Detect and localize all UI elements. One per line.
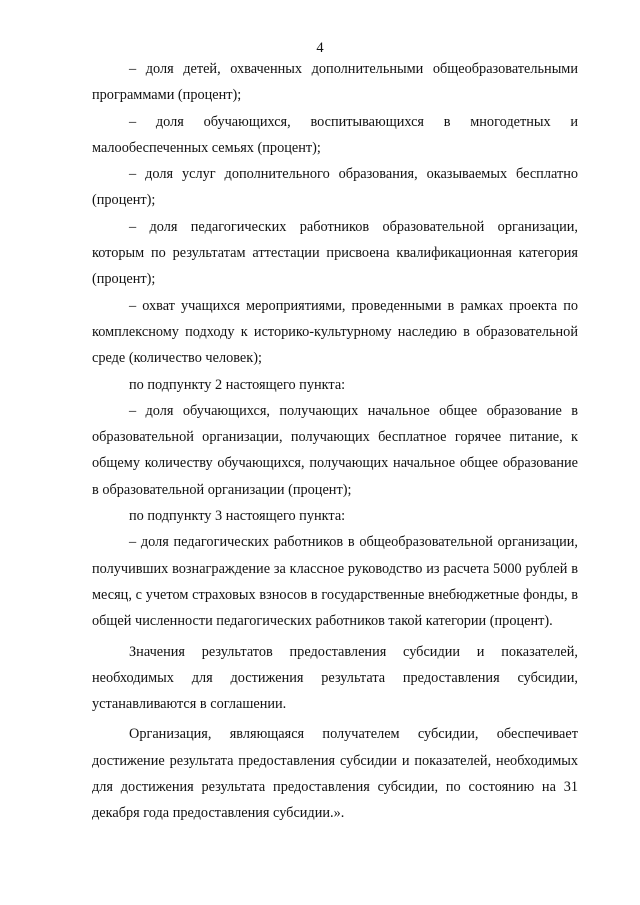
paragraph-recipient-obligation: Организация, являющаяся получателем субсидии, обеспечивает достижение результата предоставления субсидии и показателей, необходимых для достижения результата предоставления субсидии, по состоянию на 31 декабря года предоставления субсидии.». (92, 726, 578, 822)
paragraph-indicator-qualified-teachers: – доля педагогических работников образовательной организации, которым по результатам аттестации присвоена квалификационная категория (процент); (92, 218, 578, 288)
paragraph-subclause-3-heading: по подпункту 3 настоящего пункта: (129, 508, 346, 525)
paragraph-subclause-2-heading: по подпункту 2 настоящего пункта: (129, 376, 346, 393)
paragraph-values-in-agreement: Значения результатов предоставления субсидии и показателей, необходимых для достижения результата предоставления субсидии, устанавливаются в соглашении. (92, 643, 578, 713)
paragraph-indicator-large-families: – доля обучающихся, воспитывающихся в многодетных и малообеспеченных семьях (процент); (92, 113, 578, 156)
paragraph-indicator-heritage-project: – охват учащихся мероприятиями, проведенными в рамках проекта по комплексному подходу к историко-культурному наследию в образовательной среде (количество человек); (92, 297, 578, 367)
page-number: 4 (316, 40, 324, 56)
paragraph-indicator-class-teacher-reward: – доля педагогических работников в общеобразовательной организации, получивших вознаграждение за классное руководство из расчета 5000 рублей в месяц, с учетом страховых взносов в государственные внебюджетные фонды, в общей численности педагогических работников такой категории (процент). (92, 534, 578, 630)
paragraph-indicator-hot-meals: – доля обучающихся, получающих начальное общее образование в образовательной организации, получающих бесплатное горячее питание, к общему количеству обучающихся, получающих начальное общее образование в образовательной организации (процент); (92, 402, 578, 498)
paragraph-indicator-children-coverage: – доля детей, охваченных дополнительными общеобразовательными программами (процент); (92, 61, 578, 104)
document-body (92, 56, 578, 827)
paragraph-indicator-free-services: – доля услуг дополнительного образования, оказываемых бесплатно (процент); (92, 166, 578, 209)
